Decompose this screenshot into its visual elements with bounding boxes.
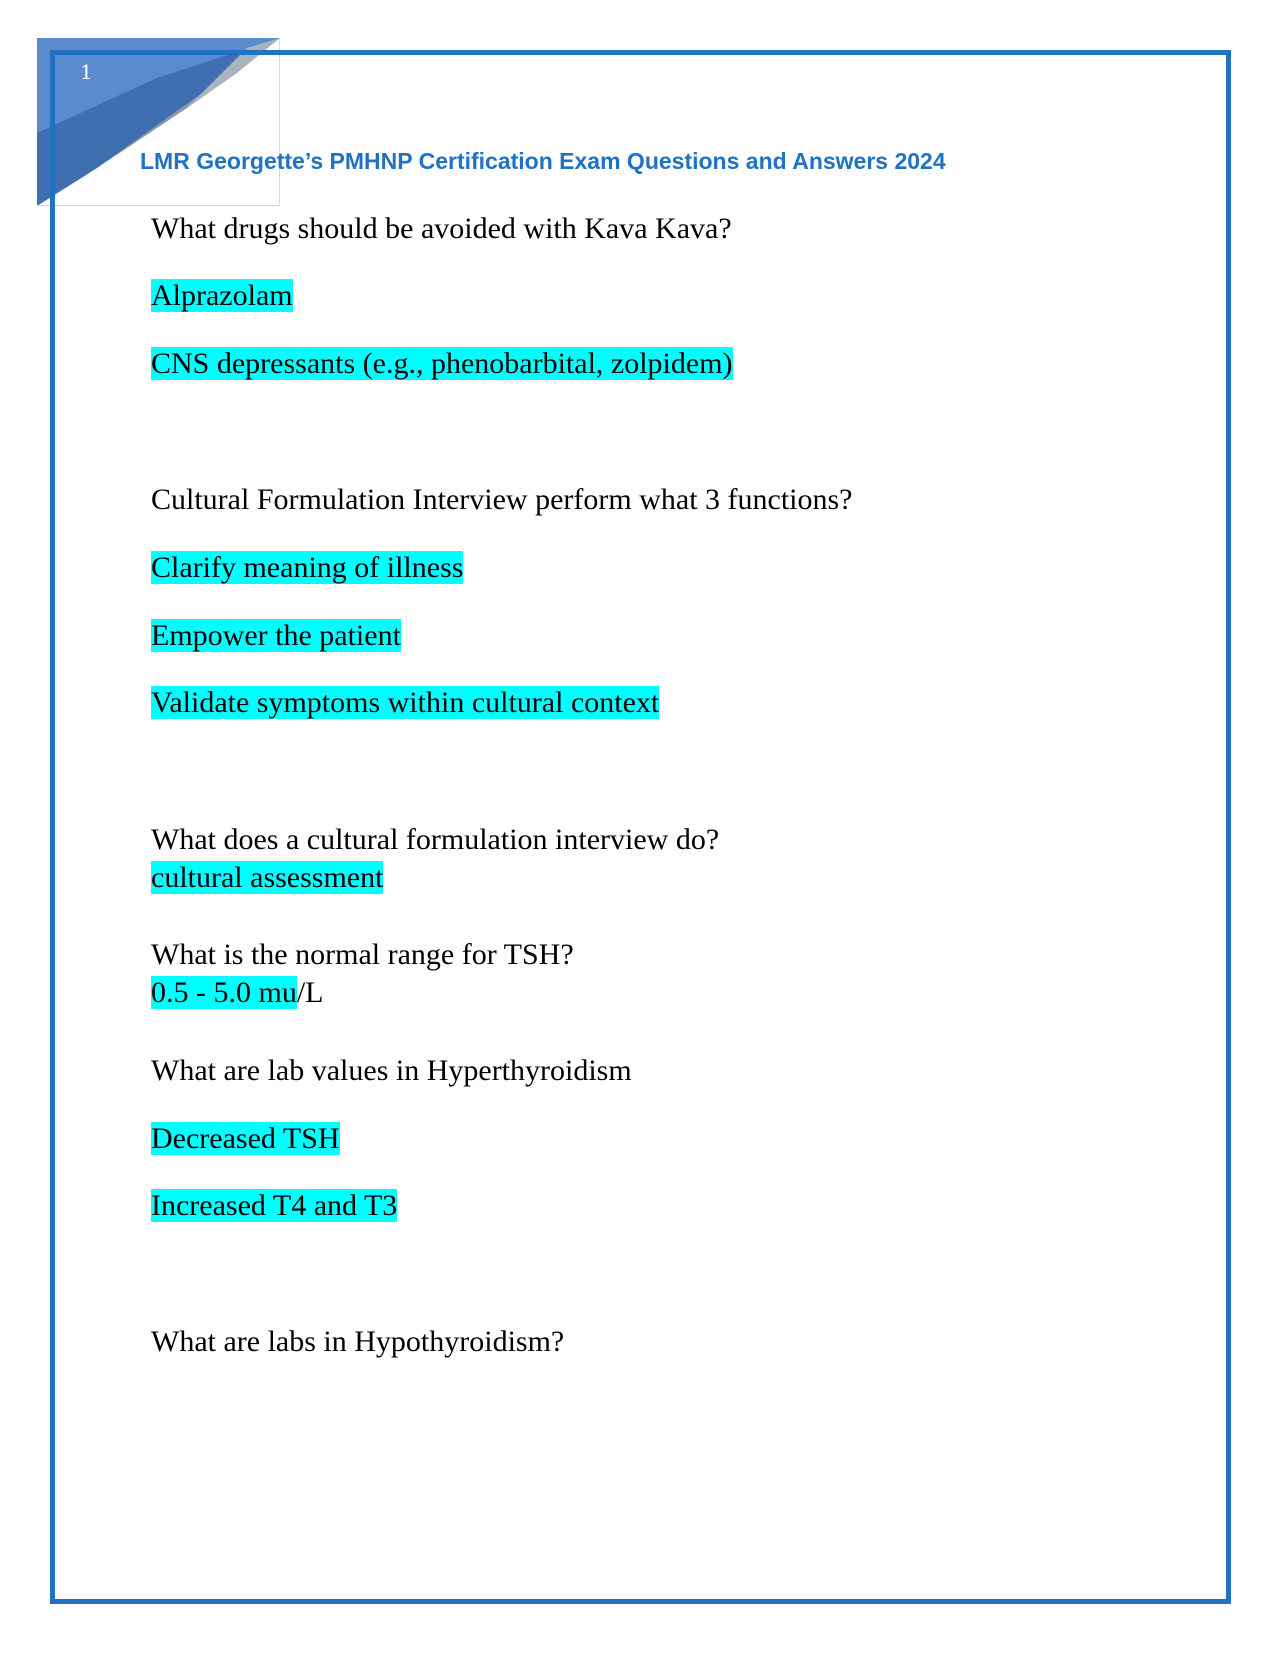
answer-line [151, 278, 293, 314]
answer-line [151, 860, 383, 896]
answer-highlight: Alprazolam [151, 279, 293, 312]
answer-highlight: Validate symptoms within cultural context [151, 686, 660, 719]
answer-highlight: 0.5 - 5.0 mu [151, 976, 297, 1009]
question-text: What are lab values in Hyperthyroidism [151, 1054, 632, 1087]
page-number: 1 [80, 60, 93, 84]
answer-line [151, 346, 733, 382]
question-text: What is the normal range for TSH? [151, 938, 574, 971]
question-text: What are labs in Hypothyroidism? [151, 1325, 565, 1358]
document-title: LMR Georgette’s PMHNP Certification Exam Questions and Answers 2024 [140, 148, 946, 174]
question-text: What does a cultural formulation interview do? [151, 823, 720, 856]
answer-line [151, 1121, 340, 1157]
answer-line [151, 550, 463, 586]
question-text: What drugs should be avoided with Kava Kava? [151, 212, 732, 245]
answer-line [151, 975, 324, 1011]
answer-highlight: CNS depressants (e.g., phenobarbital, zolpidem) [151, 347, 733, 380]
answer-unit: /L [296, 976, 324, 1009]
answer-highlight: cultural assessment [151, 861, 384, 894]
answer-line [151, 685, 659, 721]
answer-highlight: Increased T4 and T3 [151, 1189, 398, 1222]
answer-line [151, 1188, 397, 1224]
answer-highlight: Decreased TSH [151, 1122, 340, 1155]
question-text: Cultural Formulation Interview perform what 3 functions? [151, 483, 853, 516]
answer-highlight: Empower the patient [151, 619, 401, 652]
answer-highlight: Clarify meaning of illness [151, 551, 464, 584]
answer-line [151, 618, 401, 654]
